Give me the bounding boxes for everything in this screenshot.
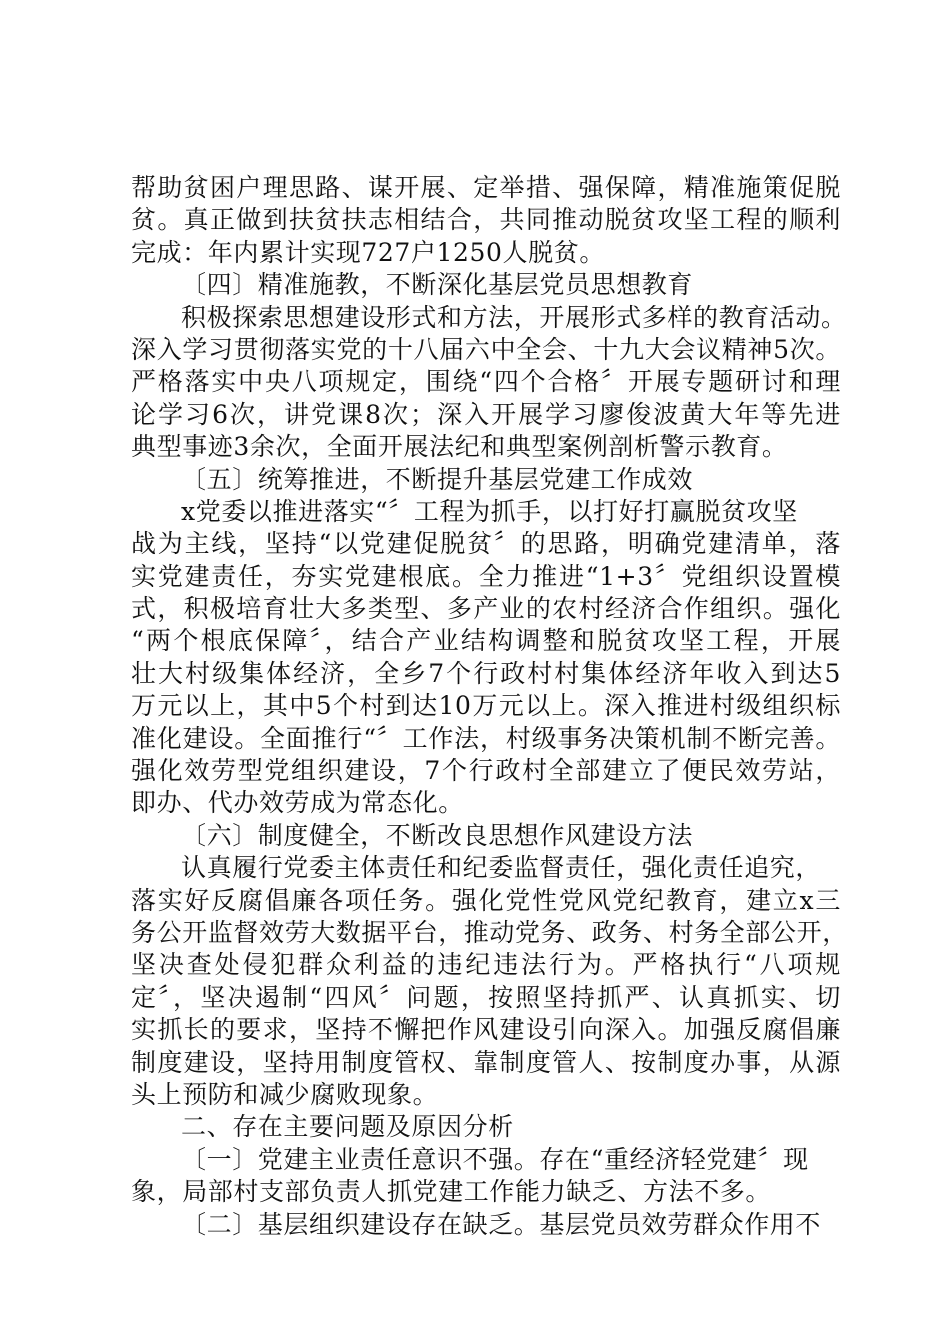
text-line: x党委以推进落实“〞工程为抓手，以打好打赢脱贫攻坚	[181, 496, 798, 526]
document-body	[131, 172, 848, 1241]
text-line: 实抓长的要求，坚持不懈把作风建设引向深入。加强反腐倡廉	[131, 1015, 841, 1045]
text-line: 〔六〕制度健全，不断改良思想作风建设方法	[181, 820, 694, 850]
text-line: 〔一〕党建主业责任意识不强。存在“重经济轻党建〞现	[181, 1144, 809, 1174]
text-line: 强化效劳型党组织建设，7个行政村全部建立了便民效劳站，	[131, 756, 841, 786]
text-line: 〔五〕统筹推进，不断提升基层党建工作成效	[181, 464, 694, 494]
text-line: 式，积极培育壮大多类型、多产业的农村经济合作组织。强化	[131, 594, 841, 624]
text-line: 二、存在主要问题及原因分析	[181, 1112, 514, 1142]
text-line: 战为主线，坚持“以党建促脱贫〞的思路，明确党建清单，落	[131, 529, 841, 559]
text-line: 象，局部村支部负责人抓党建工作能力缺乏、方法不多。	[131, 1177, 772, 1207]
text-line: 〔四〕精准施教，不断深化基层党员思想教育	[181, 270, 694, 300]
text-line: 万元以上，其中5个村到达10万元以上。深入推进村级组织标	[131, 691, 841, 721]
text-line: 即办、代办效劳成为常态化。	[131, 788, 464, 818]
text-line: 头上预防和减少腐败现象。	[131, 1079, 439, 1109]
text-line: 定〞，坚决遏制“四风〞问题，按照坚持抓严、认真抓实、切	[131, 982, 841, 1012]
text-line: 〔二〕基层组织建设存在缺乏。基层党员效劳群众作用不	[181, 1209, 822, 1239]
text-line: 论学习6次，讲党课8次；深入开展学习廖俊波黄大年等先进	[131, 399, 841, 429]
text-line: 制度建设，坚持用制度管权、靠制度管人、按制度办事，从源	[131, 1047, 841, 1077]
text-line: 落实好反腐倡廉各项任务。强化党性党风党纪教育，建立x三	[131, 885, 841, 915]
text-line: 务公开监督效劳大数据平台，推动党务、政务、村务全部公开，	[131, 917, 848, 947]
text-line: 严格落实中央八项规定，围绕“四个合格〞开展专题研讨和理	[131, 367, 841, 397]
text-line: 积极探索思想建设形式和方法，开展形式多样的教育活动。	[181, 302, 847, 332]
text-line: 深入学习贯彻落实党的十八届六中全会、十九大会议精神5次。	[131, 334, 841, 364]
text-line: “两个根底保障〞，结合产业结构调整和脱贫攻坚工程，开展	[131, 626, 841, 656]
text-line: 准化建设。全面推行“〞工作法，村级事务决策机制不断完善。	[131, 723, 841, 753]
text-line: 坚决查处侵犯群众利益的违纪违法行为。严格执行“八项规	[131, 950, 841, 980]
text-line: 帮助贫困户理思路、谋开展、定举措、强保障，精准施策促脱	[131, 173, 841, 202]
text-line: 实党建责任，夯实党建根底。全力推进“1+3〞党组织设置模	[131, 561, 841, 591]
text-line: 认真履行党委主体责任和纪委监督责任，强化责任追究，	[181, 853, 822, 883]
text-line: 贫。真正做到扶贫扶志相结合，共同推动脱贫攻坚工程的顺利	[131, 205, 841, 235]
text-line: 典型事迹3余次，全面开展法纪和典型案例剖析警示教育。	[131, 432, 788, 462]
text-line: 壮大村级集体经济，全乡7个行政村村集体经济年收入到达5	[131, 658, 841, 688]
text-line: 完成：年内累计实现727户1250人脱贫。	[131, 237, 605, 267]
